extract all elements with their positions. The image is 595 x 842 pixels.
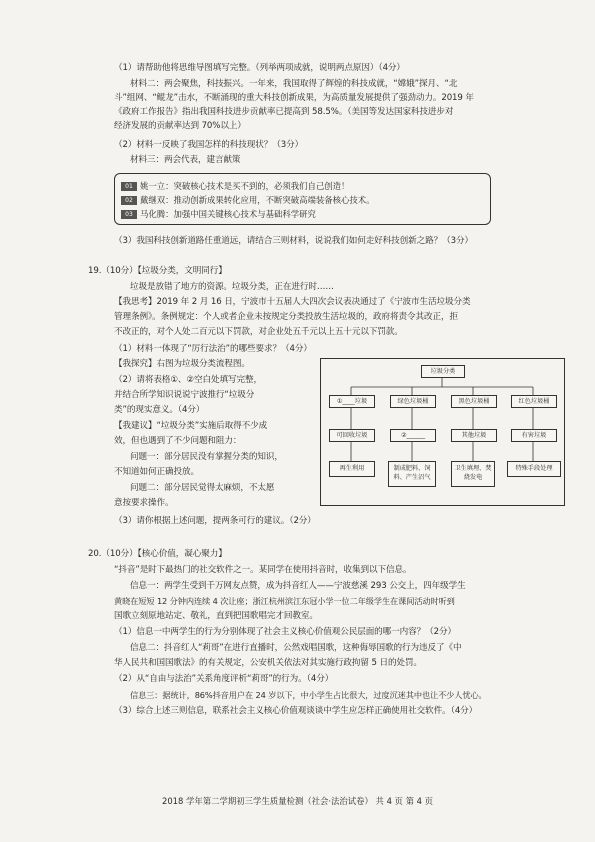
q19-line: 问题一：部分居民没有掌握分类的知识，: [130, 452, 283, 462]
q20-line: 信息一：两学生受到千万网友点赞，成为抖音红人——宁波慈溪 293 公交上，四年级学生: [130, 581, 466, 591]
tag-badge: 03: [121, 210, 137, 219]
q18-material2-line3: 《政府工作报告》指出我国科技进步贡献率已提高到 58.5%。（美国等发达国家科技进步对: [114, 107, 454, 117]
q20-heading: 20.（10分）【核心价值，凝心聚力】: [88, 549, 227, 559]
sorting-flowchart: [320, 358, 565, 506]
q18-material2-line4: 经济发展的贡献率达到 70%以上）: [114, 121, 246, 131]
q19-line: 【我建议】“垃圾分类”实施后取得不少成: [114, 421, 268, 431]
box-row: [121, 208, 316, 220]
q19-line: 效，但也遇到了不少问题和阻力：: [114, 436, 242, 446]
flow-bin: 黑色垃圾桶: [451, 395, 497, 408]
q20-line: 国歌立刻原地站定、敬礼，直到把国歌唱完才回教室。: [114, 611, 318, 621]
q19-line: 不改正的，对个人处二百元以下罚款，对企业处五千元以上五十元以下罚款。: [114, 327, 403, 337]
flow-treatment: 再生利用: [329, 461, 375, 477]
q19-question1: （1）材料一体现了“厉行法治”的哪些要求？（4分）: [114, 344, 312, 354]
q18-part1: （1）请帮助他将思维导图填写完整。（列举两项成就，说明两点原因）（4分）: [114, 63, 405, 73]
page-footer: 2018 学年第二学期初三学生质量检测（社会·法治试卷） 共 4 页 第 4 页: [161, 796, 434, 806]
q18-material3: 材料三：两会代表，建言献策: [130, 155, 241, 165]
q18-material2-line2: 斗”组网、“鲲龙”击水，不断涌现的重大科技创新成果，为高质量发展提供了强劲动力。2019 年: [114, 93, 474, 103]
q19-line: 意按要求操作。: [114, 498, 174, 508]
q19-line: 管理条例》。条例规定：个人或者企业未按规定分类投放生活垃圾的，政府将责令其改正，拒: [114, 312, 458, 322]
q19-line: 【我思考】2019 年 2 月 16 日，宁波市十五届人大四次会议表决通过了《宁波市生活垃圾分类: [114, 297, 471, 307]
flow-bin: 红色垃圾桶: [511, 395, 557, 408]
flow-bin: 绿色垃圾桶: [390, 395, 436, 408]
q19-heading: 19.（10分）【垃圾分类，文明同行】: [88, 266, 227, 276]
flow-category: 其他垃圾: [451, 429, 497, 442]
q20-question3: （3）综合上述三则信息，联系社会主义核心价值观谈谈中学生应怎样正确使用社交软件。（4分）: [114, 706, 478, 716]
q19-line: 问题二：部分居民觉得太麻烦，不太愿: [130, 483, 275, 493]
q20-question2: （2）从“自由与法治”关系角度评析“莉哥”的行为。（4分）: [114, 674, 334, 684]
flow-root: 垃圾分类: [421, 365, 465, 378]
q19-line: 类”的现实意义。（4分）: [114, 405, 205, 415]
flow-category: 可回收垃圾: [329, 429, 375, 442]
q20-question1: （1）信息一中两学生的行为分别体现了社会主义核心价值观公民层面的哪一内容？（2分）: [114, 627, 456, 637]
box-row-text: 戴继双：推动创新成果转化应用，不断突破高端装备核心技术。: [140, 195, 375, 205]
q20-line: 信息二：抖音红人“莉哥”在进行直播时，公然戏唱国歌，这种侮辱国歌的行为违反了《中: [130, 643, 462, 653]
q20-line: 信息三：据统计，86%抖音用户在 24 岁以下，中小学生占比很大，过度沉迷其中也让不少人忧心。: [130, 690, 487, 700]
q19-line: 不知道如何正确投放。: [114, 467, 199, 477]
box-row: [121, 194, 375, 206]
flow-treatment: 制成肥料、饲料、产生沼气: [388, 461, 436, 487]
flow-treatment: 卫生填埋、焚烧发电: [451, 461, 495, 487]
q20-line: 黄晓在短短 12 分钟内连续 4 次让座；浙江杭州滨江东冠小学一位二年级学生在课间活动时听到: [114, 596, 455, 606]
q20-line: 华人民共和国国歌法》的有关规定，公安机关依法对其实施行政拘留 5 日的处罚。: [114, 658, 422, 668]
q19-line: 并结合所学知识说说宁波推行“垃圾分: [114, 390, 255, 400]
tag-badge: 02: [121, 196, 137, 205]
q20-line: “抖音”是时下最热门的社交软件之一。某同学在使用抖音时，收集到以下信息。: [114, 565, 412, 575]
tag-badge: 01: [121, 182, 137, 191]
flow-category: 有害垃圾: [511, 429, 557, 442]
box-row-text: 姚一立：突破核心技术是买不到的，必须我们自己创造！: [140, 181, 350, 191]
flow-category: ②______: [390, 429, 436, 442]
q18-part2: （2）材料一反映了我国怎样的科技现状？（3分）: [114, 140, 304, 150]
q19-line: 垃圾是放错了地方的资源。垃圾分类，正在进行时……: [130, 282, 334, 292]
q18-material2-line1: 材料二：两会聚焦，科技振兴。一年来，我国取得了辉煌的科技成就，“嫦娥”探月、“北: [130, 79, 458, 89]
flow-treatment: 特殊手段处理: [507, 461, 561, 477]
q19-line: 【我探究】右图为垃圾分类流程图。: [114, 359, 250, 369]
q18-part3: （3）我国科技创新道路任重道远，请结合三则材料，说说我们如何走好科技创新之路？（3分）: [114, 236, 473, 246]
flow-bin: ①____垃圾: [329, 395, 375, 408]
q19-question3: （3）请你根据上述问题，提两条可行的建议。（2分）: [114, 516, 316, 526]
box-row: [121, 180, 349, 192]
box-row-text: 马化腾：加强中国关键核心技术与基础科学研究: [140, 209, 316, 219]
representatives-box: [114, 173, 491, 225]
q19-question2: （2）请将表格①、②空白处填写完整，: [114, 375, 262, 385]
